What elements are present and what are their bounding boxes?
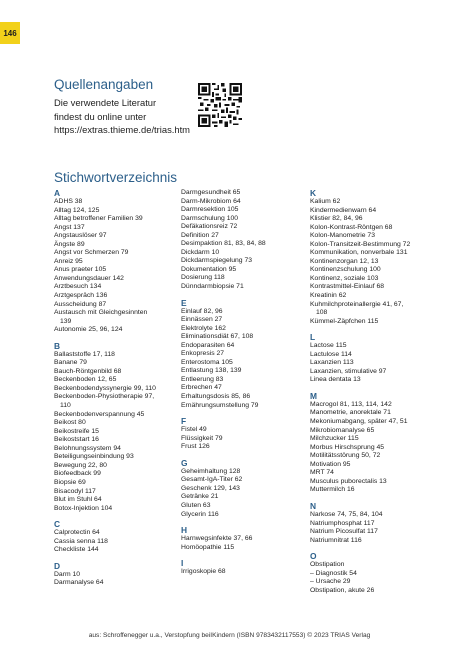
index-column-3	[310, 189, 440, 595]
index-entry: Obstipation	[310, 561, 345, 569]
index-entry: Ängste 89	[54, 240, 85, 248]
index-entry: Darmgesundheit 65	[181, 189, 241, 196]
index-entry: Arztbesuch 134	[54, 283, 102, 291]
index-entry: Natriumphosphat 117	[310, 519, 375, 527]
index-entry: Mikrobiomanalyse 65	[310, 426, 375, 434]
index-entry: Anreiz 95	[54, 257, 83, 265]
index-entry: Irrigoskopie 68	[181, 568, 226, 576]
index-entry-continuation: 108	[316, 309, 328, 317]
index-entry: – Diagnostik 54	[310, 569, 357, 577]
index-heading: Stichwortverzeichnis	[54, 170, 178, 185]
index-entry: Bauch-Röntgenbild 68	[54, 367, 122, 375]
index-entry: Beteiligungseinbindung 93	[54, 453, 134, 461]
index-entry: Beikost 80	[54, 419, 86, 427]
index-entry: Desimpaktion 81, 83, 84, 88	[181, 240, 266, 248]
index-entry: Obstipation, akute 26	[310, 586, 375, 594]
sources-url[interactable]: https://extras.thieme.de/trias.htm	[54, 124, 190, 135]
index-entry: Fistel 49	[181, 426, 207, 434]
index-entry: Lactulose 114	[310, 350, 352, 358]
index-letter-c: C	[54, 519, 61, 530]
index-entry: Belohnungssystem 94	[54, 444, 121, 452]
index-entry: Dickdarmspiegelung 73	[181, 257, 253, 265]
index-entry: Darmschulung 100	[181, 214, 239, 222]
index-entry: Alltag betroffener Familien 39	[54, 215, 143, 223]
index-entry: Motivation 95	[310, 460, 351, 468]
index-entry: Kontinenzorgan 12, 13	[310, 257, 379, 265]
index-entry: Musculus puborectalis 13	[310, 477, 387, 485]
index-entry: Angst 137	[54, 223, 85, 231]
index-entry: Checkliste 144	[54, 546, 99, 554]
index-entry: Enkopresis 27	[181, 350, 225, 358]
index-entry: Bewegung 22, 80	[54, 461, 107, 469]
index-entry: Dünndarmbiopsie 71	[181, 283, 244, 291]
index-entry: Blut im Stuhl 64	[54, 496, 102, 504]
index-entry: Beikoststart 16	[54, 436, 99, 444]
index-entry: Frust 126	[181, 443, 210, 451]
index-entry: Autonomie 25, 96, 124	[54, 326, 123, 334]
index-letter-n: N	[310, 500, 317, 511]
index-entry: Kümmel-Zäpfchen 115	[310, 317, 379, 325]
index-entry: Banane 79	[54, 359, 87, 367]
index-entry: Erhaltungsdosis 85, 86	[181, 393, 251, 401]
index-letter-o: O	[310, 551, 317, 562]
index-entry: Kolon-Transitzeit-Bestimmung 72	[310, 240, 411, 248]
index-entry: Laxanzien 113	[310, 359, 354, 367]
index-entry: Anwendungsdauer 142	[54, 274, 124, 282]
index-entry: Einlauf 82, 96	[181, 307, 223, 315]
page-number-badge: 146	[0, 22, 20, 44]
index-entry: Darmanalyse 64	[54, 579, 104, 587]
index-entry: Gesamt-IgA-Titer 62	[181, 476, 243, 484]
index-entry: Cassia senna 118	[54, 537, 108, 545]
index-entry: Biopsie 69	[54, 478, 86, 486]
index-entry: Harnwegsinfekte 37, 66	[181, 535, 253, 543]
index-entry: Manometrie, anorektale 71	[310, 409, 391, 417]
index-entry: Darmresektion 105	[181, 206, 239, 214]
index-entry: Bisacodyl 117	[54, 487, 96, 495]
index-entry: Kalium 62	[310, 198, 341, 205]
index-letter-d: D	[54, 560, 61, 571]
index-entry: Dokumentation 95	[181, 265, 237, 273]
index-letter-a: A	[54, 188, 61, 198]
index-entry: Flüssigkeit 79	[181, 434, 223, 442]
index-entry: Gluten 63	[181, 501, 211, 509]
index-entry: Einnässen 27	[181, 316, 223, 324]
index-entry: Beckenbodendyssynergie 99, 110	[54, 384, 156, 392]
index-entry: Natrium Picosulfat 117	[310, 528, 378, 536]
index-entry: Eliminationsdiät 67, 108	[181, 333, 254, 341]
index-entry-continuation: 139	[60, 317, 72, 325]
index-entry: Definition 27	[181, 231, 219, 239]
index-letter-g: G	[181, 457, 188, 468]
index-entry: Getränke 21	[181, 493, 219, 501]
index-entry: Milchzucker 115	[310, 435, 359, 443]
index-entry: Calprotectin 64	[54, 529, 100, 537]
index-column-2	[181, 189, 306, 577]
index-entry: Endoparasiten 64	[181, 341, 235, 349]
index-entry: Narkose 74, 75, 84, 104	[310, 510, 383, 518]
index-letter-f: F	[181, 416, 187, 427]
index-entry: Ausscheidung 87	[54, 300, 107, 308]
index-letter-h: H	[181, 525, 188, 536]
index-entry: MRT 74	[310, 469, 334, 477]
index-entry: Homöopathie 115	[181, 543, 235, 551]
index-entry: Kindermedienwarn 64	[310, 206, 377, 214]
index-entry: Beikostreife 15	[54, 427, 99, 435]
index-entry: Natriumnitrat 116	[310, 536, 362, 544]
index-entry: Kommunikation, nonverbale 131	[310, 249, 408, 257]
index-entry: Dickdarm 10	[181, 248, 220, 256]
index-entry: Klistier 82, 84, 96	[310, 215, 363, 223]
index-letter-l: L	[310, 332, 316, 343]
index-entry: Angstauslöser 97	[54, 232, 107, 240]
index-entry: Geschenk 129, 143	[181, 484, 240, 492]
footer-citation: aus: Schroffenegger u.a., Verstopfung beiIKindern (ISBN 9783432117553) © 2023 TRIAS Verlag	[88, 632, 371, 639]
index-entry: Macrogol 81, 113, 114, 142	[310, 400, 392, 408]
index-entry: Botox-Injektion 104	[54, 504, 113, 512]
index-entry: Lactose 115	[310, 342, 347, 350]
index-entry: Entleerung 83	[181, 375, 224, 383]
qr-code-image	[198, 83, 242, 127]
index-entry: Biofeedback 99	[54, 470, 101, 478]
index-letter-m: M	[310, 390, 317, 401]
index-letter-b: B	[54, 340, 61, 351]
sources-text	[54, 96, 190, 137]
index-entry: Glycerin 116	[181, 510, 219, 518]
index-entry: Entlastung 138, 139	[181, 367, 242, 375]
index-letter-k: K	[310, 188, 317, 198]
index-entry: Geheimhaltung 128	[181, 467, 241, 475]
index-entry: Defäkationsreiz 72	[181, 223, 238, 231]
sources-line: findest du online unter	[54, 110, 147, 122]
sources-heading: Quellenangaben	[54, 77, 154, 92]
index-entry-continuation: 110	[60, 402, 71, 410]
index-letter-e: E	[181, 297, 187, 308]
sources-line: Die verwendete Literatur	[54, 97, 157, 108]
index-entry: Kreatinin 62	[310, 292, 347, 300]
index-entry: Laxanzien, stimulative 97	[310, 367, 387, 375]
index-entry: Darm 10	[54, 570, 81, 578]
index-entry: Kolon-Manometrie 73	[310, 232, 375, 240]
index-entry: Beckenbodenverspannung 45	[54, 410, 145, 418]
index-column-1	[54, 189, 176, 588]
index-entry: Kontrastmittel-Einlauf 68	[310, 283, 385, 291]
index-entry: Motilitätsstörung 50, 72	[310, 452, 381, 460]
index-entry: Mekoniumabgang, später 47, 51	[310, 418, 408, 426]
index-entry: Kontinenz, soziale 103	[310, 274, 379, 282]
index-entry: Elektrolyte 162	[181, 324, 226, 332]
index-entry: ADHS 38	[54, 198, 83, 205]
index-entry: Ernährungsumstellung 79	[181, 401, 259, 409]
index-entry: Ballaststoffe 17, 118	[54, 350, 115, 358]
index-entry: Alltag 124, 125	[54, 206, 100, 214]
index-entry: Muttermilch 16	[310, 486, 355, 494]
index-entry: Linea dentata 13	[310, 376, 361, 384]
index-entry: Kuhmilchproteinallergie 41, 67,	[310, 300, 404, 308]
index-entry: Beckenboden 12, 65	[54, 376, 117, 384]
index-entry: Arztgespräch 136	[54, 292, 108, 300]
index-entry: Austausch mit Gleichgesinnten	[54, 309, 148, 317]
index-entry: Anus praeter 105	[54, 266, 107, 274]
index-entry: Darm-Mikrobiom 64	[181, 197, 241, 205]
index-entry: Kontinenzschulung 100	[310, 266, 381, 274]
index-letter-i: I	[181, 558, 184, 569]
index-entry: Dosierung 118	[181, 274, 225, 282]
index-entry: Morbus Hirschsprung 45	[310, 443, 385, 451]
index-entry: Angst vor Schmerzen 79	[54, 249, 129, 257]
index-entry: Beckenboden-Physiotherapie 97,	[54, 393, 155, 401]
index-entry: – Ursache 29	[310, 578, 351, 586]
index-entry: Erbrechen 47	[181, 384, 222, 392]
index-entry: Kolon-Kontrast-Röntgen 68	[310, 223, 393, 231]
index-entry: Enterostoma 105	[181, 358, 233, 366]
